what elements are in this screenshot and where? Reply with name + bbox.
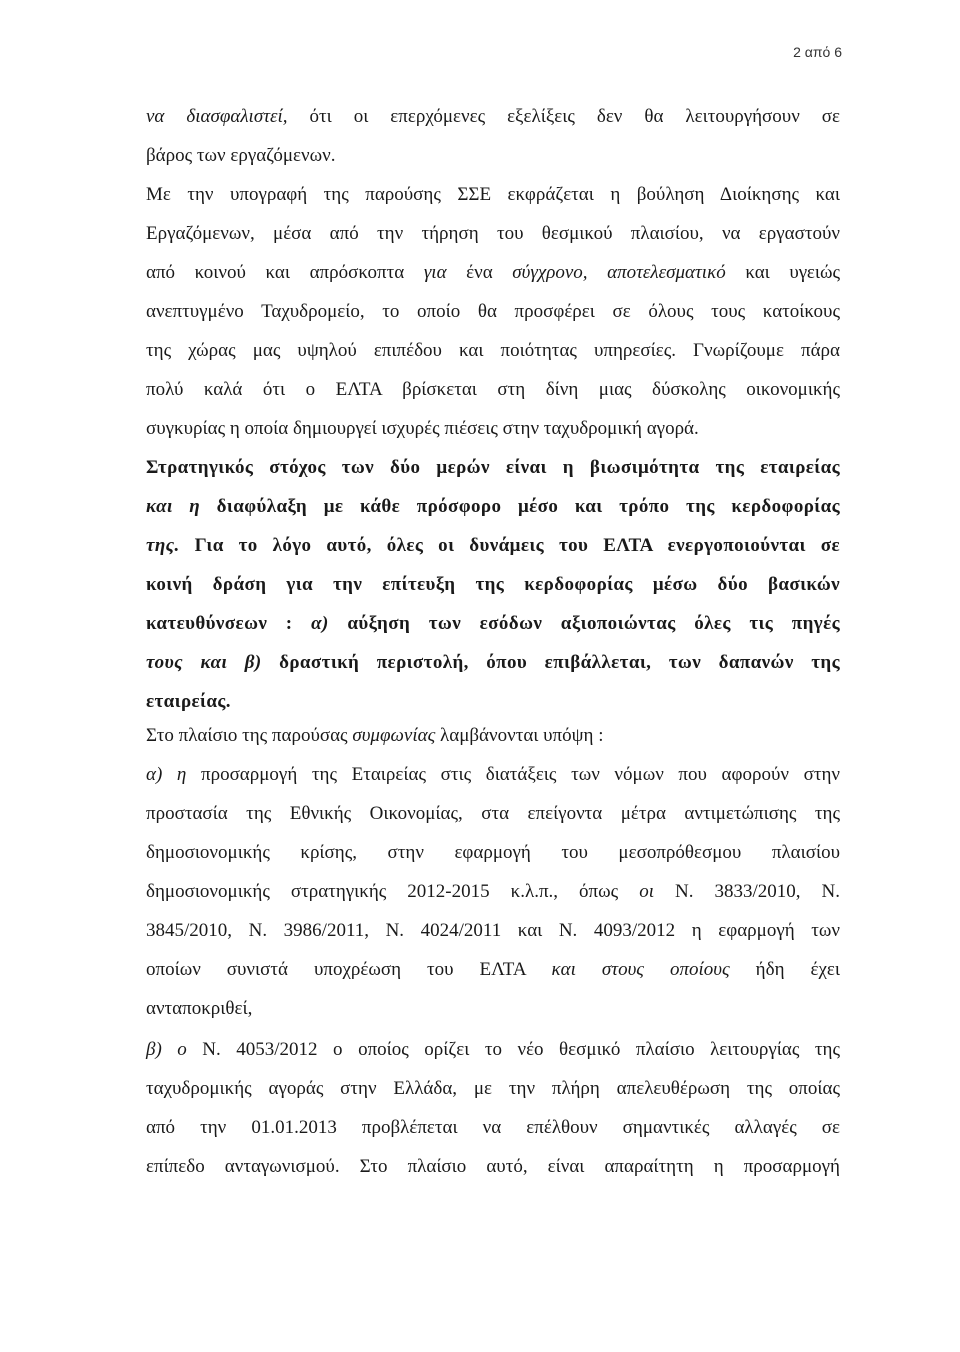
text-line: συγκυρίας η οποία δημιουργεί ισχυρές πιέσεις στην ταχυδρομική αγορά.	[146, 418, 699, 439]
italic-phrase: και στους οποίους	[551, 959, 730, 980]
text-line	[146, 97, 840, 136]
framework-paragraph	[146, 716, 840, 1186]
text-line: κοινή δράση για την επίτευξη της κερδοφορίας μέσω δύο βασικών	[146, 574, 840, 595]
text-run: προσαρμογή της Εταιρείας στις διατάξεις των νόμων που αφορούν στην	[186, 764, 840, 785]
text-run: ότι οι επερχόμενες εξελίξεις δεν θα λειτουργήσουν σε	[287, 106, 840, 127]
text-run: Για το λόγο αυτό, όλες οι δυνάμεις του ΕΛΤΑ ενεργοποιούνται σε	[179, 535, 840, 556]
italic-phrase: τους και β)	[146, 652, 262, 673]
intro-paragraph	[146, 97, 840, 175]
text-line: βάρος των εργαζόμενων.	[146, 145, 336, 166]
text-run: ένα	[446, 262, 513, 283]
text-line: προστασία της Εθνικής Οικονομίας, στα επείγοντα μέτρα αντιμετώπισης της	[146, 803, 840, 824]
text-line: 3845/2010, Ν. 3986/2011, Ν. 4024/2011 και Ν. 4093/2012 η εφαρμογή των	[146, 920, 840, 941]
text-run: από κοινού και απρόσκοπτα	[146, 262, 424, 283]
text-line: από την 01.01.2013 προβλέπεται να επέλθουν σημαντικές αλλαγές σε	[146, 1117, 840, 1138]
text-run: οποίων συνιστά υποχρέωση του ΕΛΤΑ	[146, 959, 552, 980]
text-run: δημοσιονομικής στρατηγικής 2012-2015 κ.λ.π., όπως	[146, 881, 640, 902]
text-line	[146, 526, 840, 565]
text-line: ανταποκριθεί,	[146, 998, 253, 1019]
text-line: της χώρας μας υψηλού επιπέδου και ποιότητας υπηρεσίες. Γνωρίζουμε πάρα	[146, 340, 840, 361]
text-line	[146, 643, 840, 682]
text-line: επίπεδο ανταγωνισμού. Στο πλαίσιο αυτό, είναι απαραίτητη η προσαρμογή	[146, 1156, 840, 1177]
text-run: Ν. 3833/2010, Ν.	[653, 881, 840, 902]
italic-phrase: οι	[639, 881, 654, 902]
text-line: Εργαζόμενων, μέσα από την τήρηση του θεσμικού πλαισίου, να εργαστούν	[146, 223, 840, 244]
text-line: ταχυδρομικής αγοράς στην Ελλάδα, με την πλήρη απελευθέρωση της οποίας	[146, 1078, 840, 1099]
text-line	[146, 253, 840, 292]
text-line	[146, 604, 840, 643]
agreement-paragraph	[146, 175, 840, 448]
text-line	[146, 487, 840, 526]
italic-phrase: σύγχρονο, αποτελεσματικό	[512, 262, 726, 283]
italic-phrase: της.	[146, 535, 180, 556]
italic-phrase: β) ο	[146, 1039, 187, 1060]
text-run: διαφύλαξη με κάθε πρόσφορο μέσο και τρόπο της κερδοφορίας	[200, 496, 840, 517]
text-line	[146, 950, 840, 989]
text-run: Στο πλαίσιο της παρούσας	[146, 725, 353, 746]
text-line: δημοσιονομικής κρίσης, στην εφαρμογή του μεσοπρόθεσμου πλαισίου	[146, 842, 840, 863]
italic-phrase: και η	[146, 496, 201, 517]
strategy-paragraph	[146, 448, 840, 721]
text-run: κατευθύνσεων :	[146, 613, 312, 634]
italic-phrase: α)	[311, 613, 329, 634]
page-number: 2 από 6	[793, 44, 842, 60]
text-run: και υγειώς	[725, 262, 840, 283]
text-line	[146, 1030, 840, 1069]
text-run: λαμβάνονται υπόψη :	[435, 725, 604, 746]
text-line: Με την υπογραφή της παρούσης ΣΣΕ εκφράζεται η βούληση Διοίκησης και	[146, 184, 840, 205]
text-line: ανεπτυγμένο Ταχυδρομείο, το οποίο θα προσφέρει σε όλους τους κατοίκους	[146, 301, 840, 322]
italic-phrase: συμφωνίας	[352, 725, 436, 746]
text-line	[146, 716, 840, 755]
text-line: πολύ καλά ότι ο ΕΛΤΑ βρίσκεται στη δίνη μιας δύσκολης οικονομικής	[146, 379, 840, 400]
text-line	[146, 755, 840, 794]
italic-phrase: α) η	[146, 764, 187, 785]
text-line: Στρατηγικός στόχος των δύο μερών είναι η βιωσιμότητα της εταιρείας	[146, 457, 840, 478]
text-line	[146, 872, 840, 911]
italic-phrase: για	[423, 262, 447, 283]
text-run: ήδη έχει	[729, 959, 840, 980]
text-run: Ν. 4053/2012 ο οποίος ορίζει το νέο θεσμικό πλαίσιο λειτουργίας της	[186, 1039, 840, 1060]
text-line: εταιρείας.	[146, 691, 231, 712]
text-run: αύξηση των εσόδων αξιοποιώντας όλες τις πηγές	[328, 613, 840, 634]
italic-phrase: να διασφαλιστεί,	[146, 106, 288, 127]
text-run: δραστική περιστολή, όπου επιβάλλεται, των δαπανών της	[261, 652, 840, 673]
